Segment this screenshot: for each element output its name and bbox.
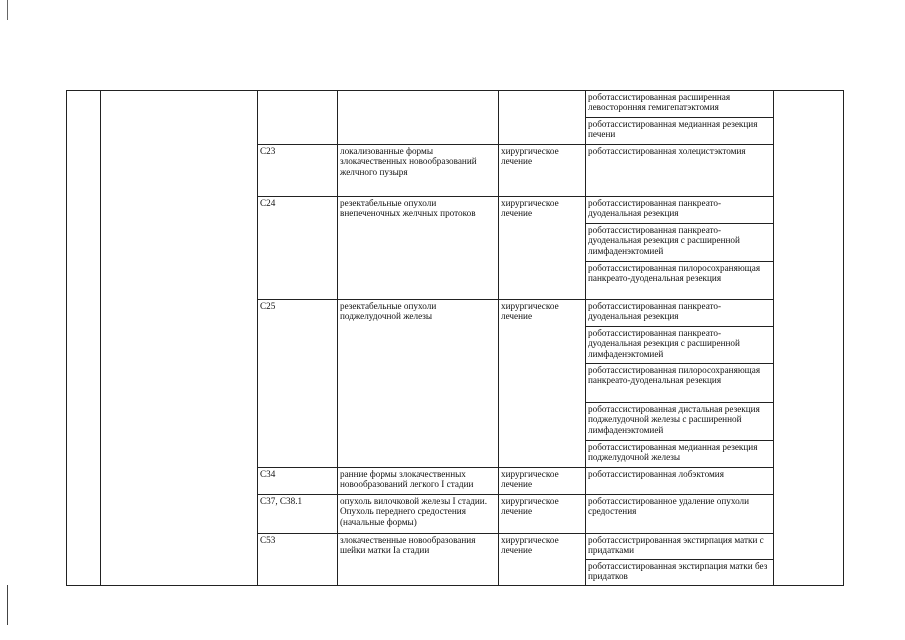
diagnosis-cell: злокачественные новообразования шейки матки Ia стадии bbox=[338, 534, 499, 586]
method-cell: роботассистированная холецистэктомия bbox=[586, 145, 774, 197]
treatment-cell: хирургическое лечение bbox=[499, 145, 586, 197]
diagnosis-cell: резектабельные опухоли внепеченочных желчных протоков bbox=[338, 197, 499, 300]
code-cell: C53 bbox=[258, 534, 338, 586]
diagnosis-cell bbox=[338, 91, 499, 145]
method-cell: роботассистированная панкреато-дуоденальная резекция с расширенной лимфаденэктомией bbox=[586, 327, 774, 364]
method-cell: роботассистированная панкреато-дуоденальная резекция bbox=[586, 300, 774, 327]
method-cell: роботассистированная дистальная резекция поджелудочной железы с расширенной лимфаденэктомией bbox=[586, 403, 774, 441]
diagnosis-cell: резектабельные опухоли поджелудочной железы bbox=[338, 300, 499, 468]
method-cell: роботассистированная панкреато-дуоденальная резекция bbox=[586, 197, 774, 224]
code-cell: C24 bbox=[258, 197, 338, 300]
diagnosis-cell: локализованные формы злокачественных новообразований желчного пузыря bbox=[338, 145, 499, 197]
cost-column bbox=[774, 91, 844, 586]
scan-edge-mark-top bbox=[7, 0, 8, 20]
code-cell: C25 bbox=[258, 300, 338, 468]
profile-column bbox=[101, 91, 258, 586]
treatment-cell: хирургическое лечение bbox=[499, 197, 586, 300]
treatment-cell: хирургическое лечение bbox=[499, 495, 586, 534]
method-cell: роботассистированная панкреато-дуоденальная резекция с расширенной лимфаденэктомией bbox=[586, 224, 774, 262]
table-row bbox=[67, 91, 844, 118]
method-cell: роботассистированная лобэктомия bbox=[586, 468, 774, 495]
code-cell: C34 bbox=[258, 468, 338, 495]
treatment-cell bbox=[499, 91, 586, 145]
code-cell bbox=[258, 91, 338, 145]
number-column bbox=[67, 91, 101, 586]
treatment-cell: хирургическое лечение bbox=[499, 300, 586, 468]
method-cell: роботассистированная расширенная левосторонняя гемигепатэктомия bbox=[586, 91, 774, 118]
diagnosis-cell: ранние формы злокачественных новообразований легкого I стадии bbox=[338, 468, 499, 495]
method-cell: роботассистированная пилоросохраняющая панкреато-дуоденальная резекция bbox=[586, 364, 774, 403]
scan-edge-mark-bottom bbox=[7, 585, 8, 625]
method-cell: роботассистированная пилоросохраняющая панкреато-дуоденальная резекция bbox=[586, 262, 774, 300]
treatment-cell: хирургическое лечение bbox=[499, 468, 586, 495]
method-cell: роботассистированное удаление опухоли средостения bbox=[586, 495, 774, 534]
code-cell: C23 bbox=[258, 145, 338, 197]
medical-care-table bbox=[66, 90, 844, 586]
treatment-cell: хирургическое лечение bbox=[499, 534, 586, 586]
method-cell: роботассистрированная экстирпация матки с придатками bbox=[586, 534, 774, 560]
method-cell: роботассистированная медианная резекция печени bbox=[586, 118, 774, 145]
diagnosis-cell: опухоль вилочковой железы I стадии. Опухоль переднего средостения (начальные формы) bbox=[338, 495, 499, 534]
method-cell: роботассистированная медианная резекция поджелудочной железы bbox=[586, 441, 774, 468]
method-cell: роботассистированная экстирпация матки без придатков bbox=[586, 560, 774, 586]
code-cell: C37, C38.1 bbox=[258, 495, 338, 534]
